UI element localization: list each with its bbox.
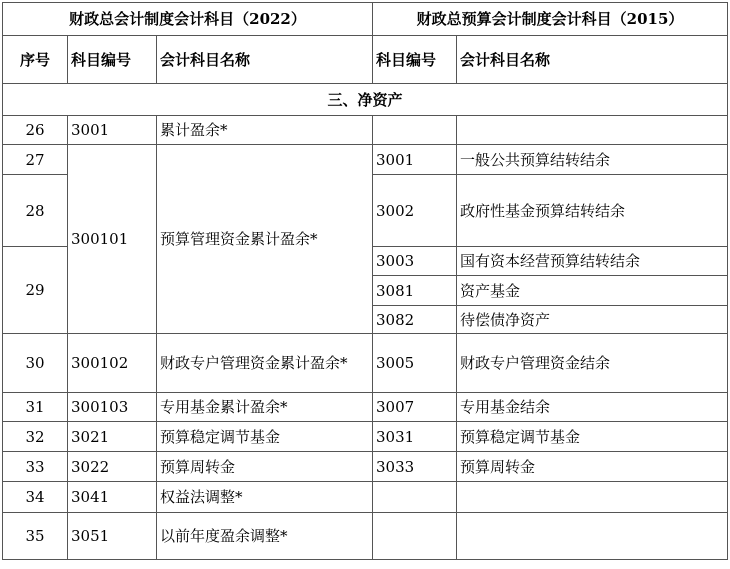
table-row bbox=[3, 452, 728, 482]
name-cell: 预算稳定调节基金 bbox=[157, 422, 373, 452]
code-cell: 3001 bbox=[68, 116, 157, 145]
seq-cell: 26 bbox=[3, 116, 68, 145]
old-code-cell bbox=[373, 513, 457, 560]
old-code-cell bbox=[373, 482, 457, 513]
table-row bbox=[3, 116, 728, 145]
col-code-2022: 科目编号 bbox=[68, 36, 157, 84]
right-title: 财政总预算会计制度会计科目（2015） bbox=[373, 3, 728, 36]
table-row bbox=[3, 393, 728, 422]
seq-cell: 30 bbox=[3, 334, 68, 393]
old-name-cell: 预算周转金 bbox=[457, 452, 728, 482]
col-name-2022: 会计科目名称 bbox=[157, 36, 373, 84]
code-cell: 3051 bbox=[68, 513, 157, 560]
col-code-2015: 科目编号 bbox=[373, 36, 457, 84]
table-row bbox=[3, 145, 728, 175]
seq-cell: 35 bbox=[3, 513, 68, 560]
seq-cell: 34 bbox=[3, 482, 68, 513]
old-code-cell: 3031 bbox=[373, 422, 457, 452]
table-row bbox=[3, 482, 728, 513]
name-cell: 预算管理资金累计盈余* bbox=[157, 145, 373, 334]
seq-cell: 28 bbox=[3, 175, 68, 247]
code-cell: 300102 bbox=[68, 334, 157, 393]
name-cell: 预算周转金 bbox=[157, 452, 373, 482]
col-name-2015: 会计科目名称 bbox=[457, 36, 728, 84]
old-name-cell bbox=[457, 513, 728, 560]
table-row bbox=[3, 422, 728, 452]
old-name-cell: 财政专户管理资金结余 bbox=[457, 334, 728, 393]
col-seq: 序号 bbox=[3, 36, 68, 84]
name-cell: 累计盈余* bbox=[157, 116, 373, 145]
code-cell: 300103 bbox=[68, 393, 157, 422]
code-cell: 3022 bbox=[68, 452, 157, 482]
old-code-cell: 3005 bbox=[373, 334, 457, 393]
old-name-cell: 一般公共预算结转结余 bbox=[457, 145, 728, 175]
old-code-cell: 3002 bbox=[373, 175, 457, 247]
old-name-cell bbox=[457, 116, 728, 145]
seq-cell: 27 bbox=[3, 145, 68, 175]
code-cell: 300101 bbox=[68, 145, 157, 334]
old-code-cell: 3007 bbox=[373, 393, 457, 422]
old-name-cell: 专用基金结余 bbox=[457, 393, 728, 422]
seq-cell: 32 bbox=[3, 422, 68, 452]
old-name-cell: 国有资本经营预算结转结余 bbox=[457, 247, 728, 276]
old-code-cell: 3001 bbox=[373, 145, 457, 175]
table-row bbox=[3, 334, 728, 393]
name-cell: 专用基金累计盈余* bbox=[157, 393, 373, 422]
seq-cell: 29 bbox=[3, 247, 68, 334]
old-code-cell: 3033 bbox=[373, 452, 457, 482]
account-comparison-table bbox=[2, 2, 728, 560]
column-header-row bbox=[3, 36, 728, 84]
seq-cell: 31 bbox=[3, 393, 68, 422]
old-name-cell: 政府性基金预算结转结余 bbox=[457, 175, 728, 247]
name-cell: 权益法调整* bbox=[157, 482, 373, 513]
seq-cell: 33 bbox=[3, 452, 68, 482]
table-row bbox=[3, 513, 728, 560]
title-row bbox=[3, 3, 728, 36]
section-title: 三、净资产 bbox=[3, 84, 728, 116]
old-name-cell: 资产基金 bbox=[457, 276, 728, 306]
old-name-cell bbox=[457, 482, 728, 513]
section-row bbox=[3, 84, 728, 116]
old-code-cell: 3081 bbox=[373, 276, 457, 306]
name-cell: 财政专户管理资金累计盈余* bbox=[157, 334, 373, 393]
name-cell: 以前年度盈余调整* bbox=[157, 513, 373, 560]
code-cell: 3021 bbox=[68, 422, 157, 452]
old-name-cell: 预算稳定调节基金 bbox=[457, 422, 728, 452]
old-code-cell: 3003 bbox=[373, 247, 457, 276]
code-cell: 3041 bbox=[68, 482, 157, 513]
left-title: 财政总会计制度会计科目（2022） bbox=[3, 3, 373, 36]
old-name-cell: 待偿债净资产 bbox=[457, 306, 728, 334]
old-code-cell: 3082 bbox=[373, 306, 457, 334]
old-code-cell bbox=[373, 116, 457, 145]
